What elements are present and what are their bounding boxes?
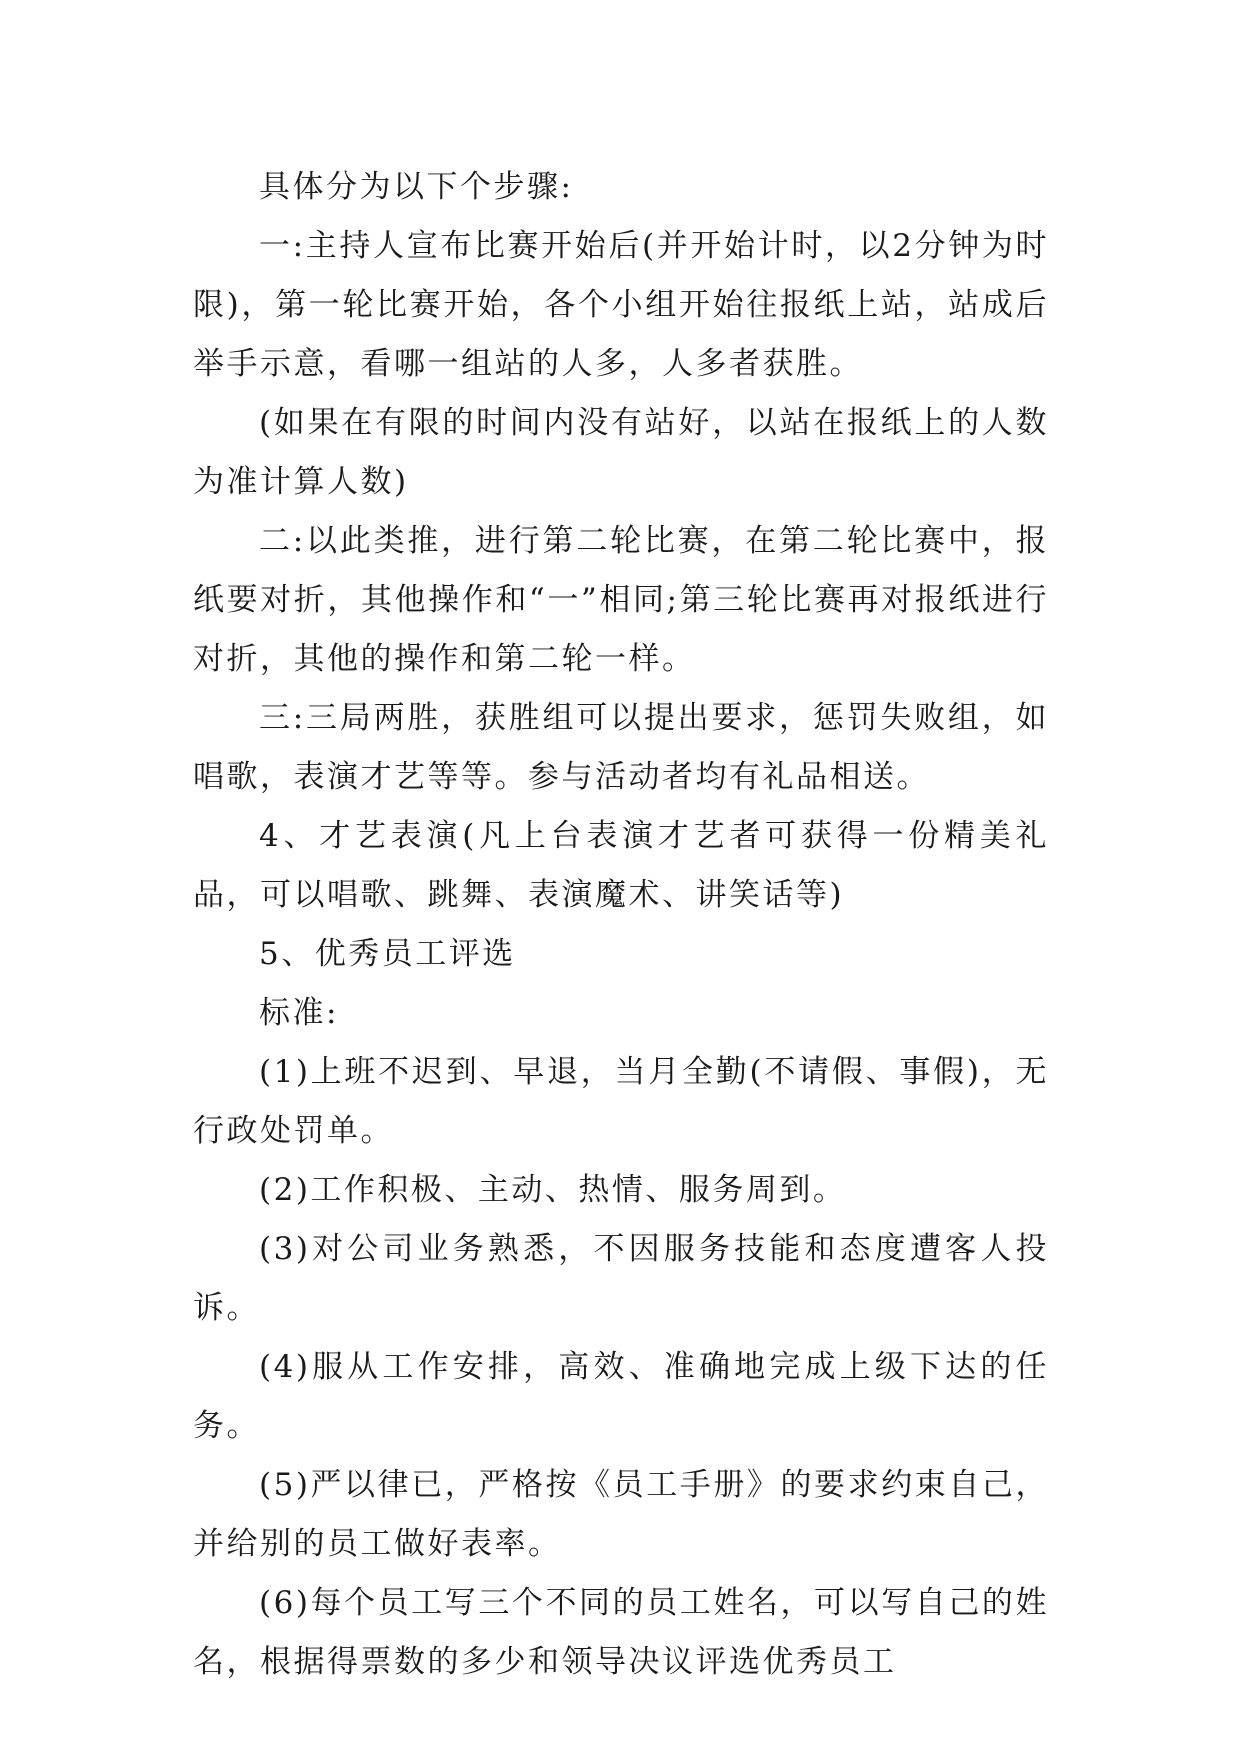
paragraph-step-one-note: (如果在有限的时间内没有站好，以站在报纸上的人数为准计算人数) bbox=[193, 405, 1049, 500]
body-text bbox=[193, 158, 1049, 1692]
paragraph-criterion-4: (4)服从工作安排，高效、准确地完成上级下达的任务。 bbox=[193, 1349, 1049, 1444]
paragraph-criterion-1: (1)上班不迟到、早退，当月全勤(不请假、事假)，无行政处罚单。 bbox=[193, 1054, 1049, 1149]
paragraph-criterion-3: (3)对公司业务熟悉，不因服务技能和态度遭客人投诉。 bbox=[193, 1231, 1049, 1326]
paragraph-employee-award: 5、优秀员工评选 bbox=[259, 936, 516, 972]
paragraph-step-one: 一:主持人宣布比赛开始后(并开始计时，以2分钟为时限)，第一轮比赛开始，各个小组开始往报纸上站，站成后举手示意，看哪一组站的人多，人多者获胜。 bbox=[193, 228, 1049, 382]
paragraph-criterion-6: (6)每个员工写三个不同的员工姓名，可以写自己的姓名，根据得票数的多少和领导决议评选优秀员工 bbox=[193, 1585, 1049, 1680]
paragraph-step-two: 二:以此类推，进行第二轮比赛，在第二轮比赛中，报纸要对折，其他操作和“一”相同;第三轮比赛再对报纸进行对折，其他的操作和第二轮一样。 bbox=[193, 523, 1049, 677]
paragraph-steps-intro: 具体分为以下个步骤: bbox=[259, 169, 574, 205]
paragraph-talent-show: 4、才艺表演(凡上台表演才艺者可获得一份精美礼品，可以唱歌、跳舞、表演魔术、讲笑话等) bbox=[193, 818, 1049, 913]
paragraph-step-three: 三:三局两胜，获胜组可以提出要求，惩罚失败组，如唱歌，表演才艺等等。参与活动者均有礼品相送。 bbox=[193, 700, 1049, 795]
paragraph-criterion-5: (5)严以律已，严格按《员工手册》的要求约束自己，并给别的员工做好表率。 bbox=[193, 1467, 1049, 1562]
paragraph-criterion-2: (2)工作积极、主动、热情、服务周到。 bbox=[259, 1172, 847, 1208]
paragraph-criteria-heading: 标准: bbox=[259, 995, 339, 1031]
